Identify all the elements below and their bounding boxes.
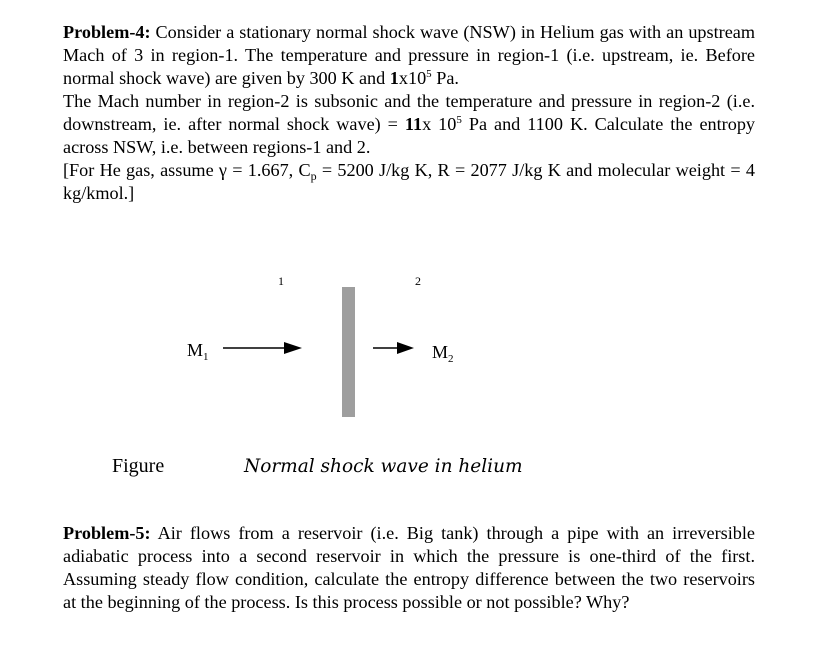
m2-label: $M_2$ [432, 342, 454, 365]
figure-caption-text: Normal shock wave in helium [244, 456, 523, 477]
problem-5-text: Air flows from a reservoir (i.e. Big tank) through a pipe with an irreversible adiabatic process into a second reservoir in which the pressure is one-third of the first. Assuming steady flow condition, calculate the entropy difference between the two reservoirs at the beginning of the process. Is this process possible or not possible? Why? [63, 523, 755, 612]
figure-caption-label: Figure [112, 455, 165, 477]
pressure-2-times: x 10 [422, 114, 457, 134]
normal-shock-figure [0, 260, 823, 440]
region-2-label: 2 [415, 274, 421, 288]
pressure-1-times: x10 [398, 68, 427, 88]
flow-arrows [0, 260, 823, 440]
m1-label: $M_1$ [187, 340, 209, 363]
problem-4-gas-properties [63, 159, 755, 205]
gas-properties-text: [For He gas, assume γ = 1.667, C [63, 160, 311, 180]
problem-5-statement [63, 522, 755, 614]
pressure-2-exponent: 5 [456, 114, 462, 126]
problem-4-label: Problem-4: [63, 22, 151, 42]
problem-4-text: Consider a stationary normal shock wave (NSW) in Helium gas with an upstream Mach of 3 in region-1. The temperature and pressure in region-1 (i.e. upstream, ie. Before normal shock wave) are given by 300 K and [63, 22, 755, 88]
upstream-arrow [223, 342, 302, 354]
region-1-label: 1 [278, 274, 284, 288]
pressure-1-coefficient: 1 [389, 68, 399, 88]
pressure-1-unit: Pa. [431, 68, 459, 88]
pressure-1-exponent: 5 [426, 68, 432, 80]
gas-properties-text-end: = 5200 J/kg K, R = 2077 J/kg K and molecular weight = 4 kg/kmol.] [63, 160, 755, 203]
pressure-2-coefficient: 11 [404, 114, 423, 134]
problem-4-statement [63, 21, 755, 90]
downstream-arrow [373, 342, 414, 354]
region-2-text: The Mach number in region-2 is subsonic and the temperature and pressure in region-2 (i.e. downstream, ie. after normal shock wave) = [63, 91, 755, 134]
problem-4-region-2 [63, 90, 755, 159]
cp-subscript: p [310, 169, 317, 183]
region-2-text-end: Pa and 1100 K. Calculate the entropy across NSW, i.e. between regions-1 and 2. [63, 114, 756, 157]
problem-5-label: Problem-5: [63, 523, 151, 543]
